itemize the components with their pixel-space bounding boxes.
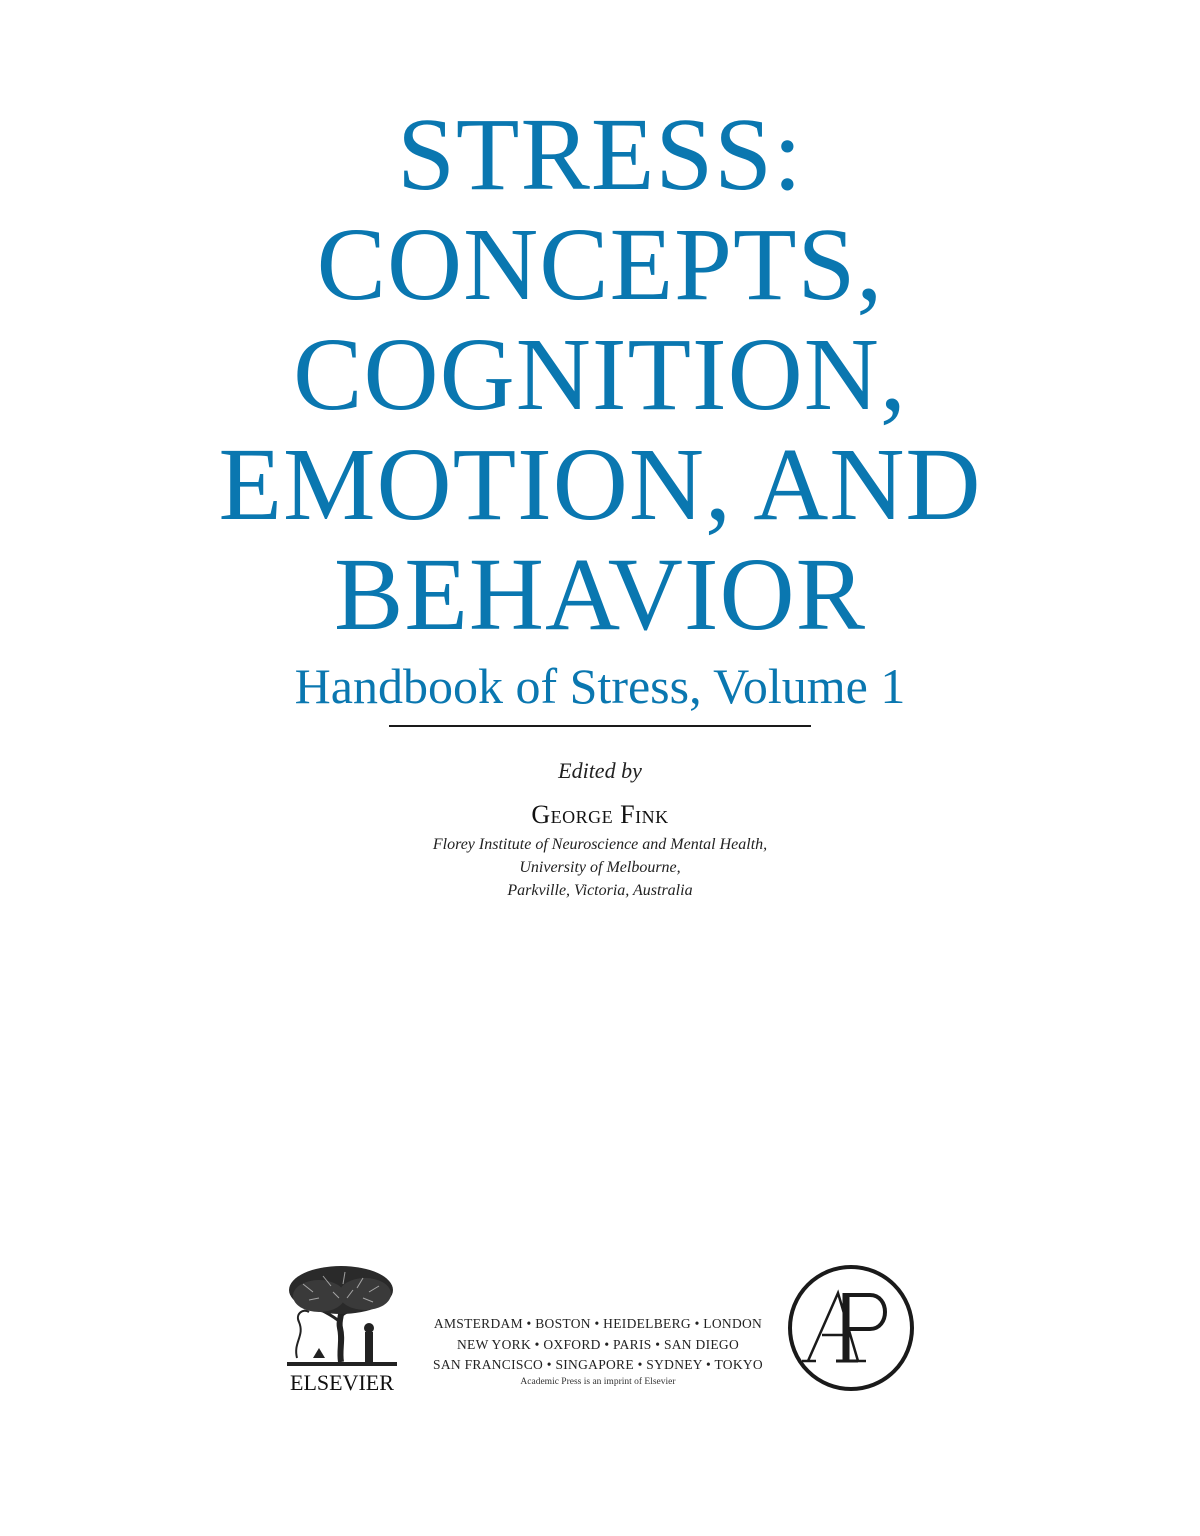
book-title [0,97,1200,652]
cities-line-3: SAN FRANCISCO • SINGAPORE • SYDNEY • TOKYO [433,1357,763,1372]
elsevier-wordmark: ELSEVIER [290,1370,394,1395]
affiliation-line-3: Parkville, Victoria, Australia [507,882,693,899]
book-subtitle: Handbook of Stress, Volume 1 [294,658,906,714]
title-line-2: CONCEPTS, [316,207,884,322]
academic-press-logo [786,1263,916,1393]
editor-affiliation [0,833,1200,902]
edited-by-label: Edited by [558,758,642,783]
cities-line-1: AMSTERDAM • BOSTON • HEIDELBERG • LONDON [433,1316,763,1331]
cities-line-2: NEW YORK • OXFORD • PARIS • SAN DIEGO [456,1336,740,1352]
title-line-1: STRESS: [397,97,803,212]
affiliation-line-2: University of Melbourne, [519,859,681,876]
publisher-cities [400,1314,796,1376]
title-line-4: EMOTION, AND [218,427,982,542]
affiliation-line-1: Florey Institute of Neuroscience and Mental Health, [432,836,768,853]
divider-rule [389,725,811,727]
editor-name: George Fink [531,800,669,829]
imprint-note: Academic Press is an imprint of Elsevier [520,1377,676,1387]
title-line-3: COGNITION, [293,317,907,432]
title-line-5: BEHAVIOR [334,537,866,652]
